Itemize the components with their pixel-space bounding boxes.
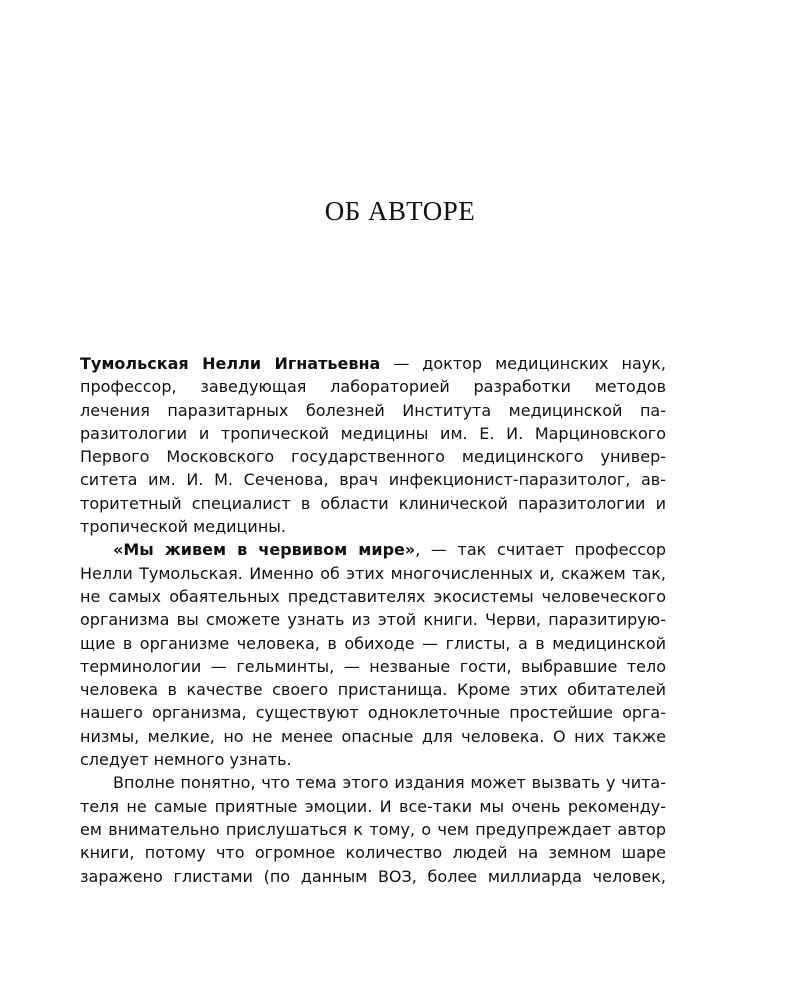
text-line: следует немного узнать. — [80, 750, 292, 770]
page-title: ОБ АВТОРЕ — [324, 196, 476, 226]
text-line: терминологии — гельминты, — незваные гости, выбравшие тело — [80, 656, 666, 676]
text-line: заражено глистами (по данным ВОЗ, более миллиарда человек, — [80, 866, 666, 886]
author-name: Тумольская Нелли Игнатьевна — [80, 354, 381, 373]
text-line: разитологии и тропической медицины им. Е. И. Марциновского — [80, 423, 666, 443]
text-line: щие в организме человека, в обиходе — глисты, а в медицинской — [80, 633, 666, 653]
text-line: торитетный специалист в области клинической паразитологии и — [80, 493, 666, 513]
paragraph-author-bio — [80, 352, 666, 538]
text-line: теля не самые приятные эмоции. И все-таки мы очень рекоменду- — [80, 796, 666, 816]
text-line: профессор, заведующая лабораторией разработки методов — [80, 377, 666, 397]
text-line: не самых обаятельных представителях экосистемы человеческого — [80, 586, 666, 606]
body-text — [80, 352, 666, 888]
text-line: лечения паразитарных болезней Института медицинской па- — [80, 400, 666, 420]
quote-title: «Мы живем в червивом мире» — [113, 540, 416, 560]
text-line: человека в качестве своего пристанища. Кроме этих обитателей — [80, 680, 666, 700]
text-line: книги, потому что огромное количество людей на земном шаре — [80, 843, 666, 863]
text-line — [80, 538, 666, 561]
text-line: Вполне понятно, что тема этого издания может вызвать у чита- — [113, 773, 666, 793]
text-line: Нелли Тумольская. Именно об этих многочисленных и, скажем так, — [80, 563, 666, 583]
text-line: ситета им. И. М. Сеченова, врач инфекционист-паразитолог, ав- — [80, 470, 666, 490]
text-line: Первого Московского государственного медицинского универ- — [80, 447, 666, 467]
text-run: — доктор медицинских наук, — [380, 354, 667, 373]
text-run: , — так считает профессор — [415, 540, 666, 560]
text-line: ем внимательно прислушаться к тому, о чем предупреждает автор — [80, 819, 666, 839]
text-line: организма вы сможете узнать из этой книги. Черви, паразитирую- — [80, 610, 666, 630]
text-line: тропической медицины. — [80, 517, 286, 537]
text-line — [80, 352, 666, 375]
paragraph-recommendation — [80, 771, 666, 887]
paragraph-book-intro — [80, 538, 666, 771]
text-line: низмы, мелкие, но не менее опасные для человека. О них также — [80, 726, 666, 746]
text-line: нашего организма, существуют одноклеточные простейшие орга- — [80, 703, 666, 723]
